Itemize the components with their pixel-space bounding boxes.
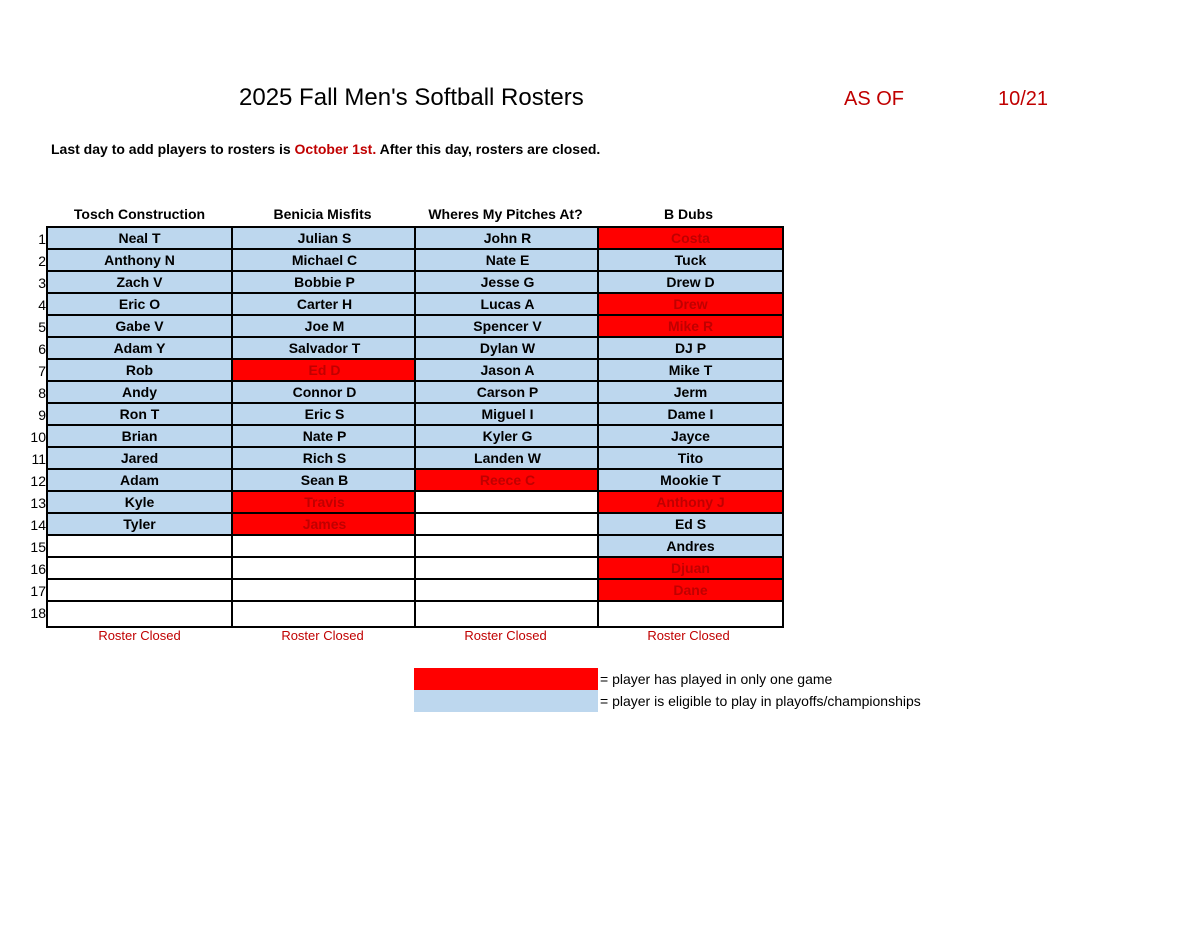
player-cell: Tito: [599, 448, 782, 470]
player-cell: Drew D: [599, 272, 782, 294]
player-cell: Mike T: [599, 360, 782, 382]
player-cell: Rob: [48, 360, 231, 382]
player-cell: Sean B: [233, 470, 416, 492]
legend-swatch-eligible: [414, 690, 598, 712]
player-cell: Nate E: [416, 250, 599, 272]
player-cell: Kyler G: [416, 426, 599, 448]
row-number: 3: [38, 275, 46, 291]
row-number: 10: [30, 429, 46, 445]
player-cell: Carson P: [416, 382, 599, 404]
row-number: 9: [38, 407, 46, 423]
player-cell: Andres: [599, 536, 782, 558]
player-cell: Julian S: [233, 228, 416, 250]
player-cell: Dylan W: [416, 338, 599, 360]
player-cell: Miguel I: [416, 404, 599, 426]
roster-closed-label: Roster Closed: [98, 628, 181, 643]
column-divider: [414, 228, 416, 626]
team-header: Wheres My Pitches At?: [428, 206, 583, 222]
player-cell: [416, 536, 599, 558]
row-number: 1: [38, 231, 46, 247]
notice-deadline-date: October 1st.: [294, 141, 377, 157]
player-cell: Brian: [48, 426, 231, 448]
row-number: 13: [30, 495, 46, 511]
player-cell: Ed S: [599, 514, 782, 536]
row-number: 7: [38, 363, 46, 379]
player-cell: John R: [416, 228, 599, 250]
row-number: 12: [30, 473, 46, 489]
player-cell: Eric S: [233, 404, 416, 426]
player-cell: Adam Y: [48, 338, 231, 360]
player-cell: [233, 558, 416, 580]
player-cell: Dane: [599, 580, 782, 602]
notice-text-before: Last day to add players to rosters is: [51, 141, 295, 157]
player-cell: Rich S: [233, 448, 416, 470]
player-cell: Gabe V: [48, 316, 231, 338]
player-cell: Nate P: [233, 426, 416, 448]
player-cell: Jared: [48, 448, 231, 470]
player-cell: [416, 492, 599, 514]
row-number: 18: [30, 605, 46, 621]
row-number: 16: [30, 561, 46, 577]
player-cell: Adam: [48, 470, 231, 492]
team-header: Benicia Misfits: [273, 206, 372, 222]
player-cell: [416, 580, 599, 602]
player-cell: DJ P: [599, 338, 782, 360]
row-number: 14: [30, 517, 46, 533]
player-cell: Bobbie P: [233, 272, 416, 294]
player-cell: Spencer V: [416, 316, 599, 338]
as-of-label: AS OF: [844, 88, 905, 110]
player-cell: Tyler: [48, 514, 231, 536]
player-cell: Connor D: [233, 382, 416, 404]
team-column: [233, 228, 416, 626]
legend-text-one-game: = player has played in only one game: [600, 671, 833, 687]
player-cell: [416, 602, 599, 624]
row-number: 17: [30, 583, 46, 599]
player-cell: Landen W: [416, 448, 599, 470]
row-number: 15: [30, 539, 46, 555]
player-cell: Andy: [48, 382, 231, 404]
player-cell: [48, 558, 231, 580]
team-header: Tosch Construction: [73, 206, 206, 222]
player-cell: Zach V: [48, 272, 231, 294]
roster-deadline-notice: [51, 141, 600, 157]
player-cell: Ron T: [48, 404, 231, 426]
row-number: 8: [38, 385, 46, 401]
player-cell: Michael C: [233, 250, 416, 272]
column-divider: [231, 228, 233, 626]
player-cell: [48, 536, 231, 558]
player-cell: Jason A: [416, 360, 599, 382]
team-column: [599, 228, 782, 626]
team-column: [48, 228, 231, 626]
player-cell: Mookie T: [599, 470, 782, 492]
player-cell: Carter H: [233, 294, 416, 316]
row-number: 2: [38, 253, 46, 269]
player-cell: Drew: [599, 294, 782, 316]
legend-swatch-one-game: [414, 668, 598, 690]
row-number: 11: [31, 451, 46, 467]
column-divider: [597, 228, 599, 626]
row-number: 5: [38, 319, 46, 335]
player-cell: Djuan: [599, 558, 782, 580]
player-cell: Salvador T: [233, 338, 416, 360]
player-cell: [233, 580, 416, 602]
roster-grid: [46, 226, 784, 628]
player-cell: [233, 602, 416, 624]
team-header: B Dubs: [664, 206, 713, 222]
player-cell: [416, 558, 599, 580]
player-cell: Jesse G: [416, 272, 599, 294]
player-cell: Anthony J: [599, 492, 782, 514]
player-cell: Ed D: [233, 360, 416, 382]
player-cell: Joe M: [233, 316, 416, 338]
player-cell: Tuck: [599, 250, 782, 272]
player-cell: Neal T: [48, 228, 231, 250]
roster-closed-label: Roster Closed: [281, 628, 364, 643]
player-cell: [416, 514, 599, 536]
page-title: 2025 Fall Men's Softball Rosters: [239, 84, 584, 111]
player-cell: Jayce: [599, 426, 782, 448]
player-cell: [233, 536, 416, 558]
as-of-date: 10/21: [998, 88, 1049, 110]
player-cell: [599, 602, 782, 624]
roster-closed-label: Roster Closed: [647, 628, 730, 643]
player-cell: Costa: [599, 228, 782, 250]
notice-text-after: After this day, rosters are closed.: [376, 141, 601, 157]
team-column: [416, 228, 599, 626]
row-number: 6: [38, 341, 46, 357]
player-cell: Eric O: [48, 294, 231, 316]
player-cell: Travis: [233, 492, 416, 514]
row-number: 4: [38, 297, 46, 313]
roster-closed-label: Roster Closed: [464, 628, 547, 643]
legend-text-eligible: = player is eligible to play in playoffs/championships: [600, 693, 921, 709]
player-cell: Anthony N: [48, 250, 231, 272]
player-cell: [48, 580, 231, 602]
player-cell: [48, 602, 231, 624]
player-cell: Dame I: [599, 404, 782, 426]
player-cell: Kyle: [48, 492, 231, 514]
player-cell: Mike R: [599, 316, 782, 338]
player-cell: Jerm: [599, 382, 782, 404]
player-cell: James: [233, 514, 416, 536]
player-cell: Lucas A: [416, 294, 599, 316]
player-cell: Reece C: [416, 470, 599, 492]
